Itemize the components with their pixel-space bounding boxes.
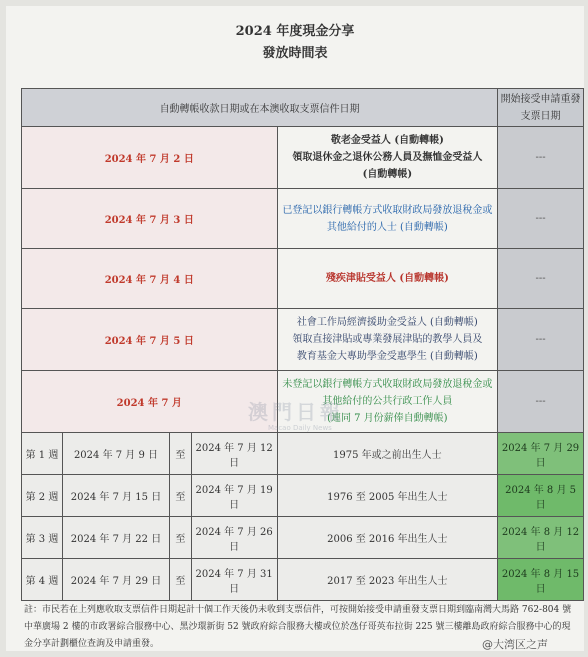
week-label: 第 1 週: [22, 433, 63, 475]
table-row: [22, 309, 584, 371]
source-watermark: @大湾区之声: [482, 638, 548, 651]
table-header-row: [22, 89, 584, 127]
recipient-line: 社會工作局經濟援助金受益人 (自動轉帳): [296, 317, 478, 328]
recipient-line: 其他給付的人士 (自動轉帳): [326, 221, 448, 233]
footnote: 註：市民若在上列應收取支票信件日期起計十個工作天後仍未收到支票信件，可按開始接受申請重發支票日期到臨南灣大馬路 762-804 號中華廣場 2 樓的市政署綜合服務中心、黑沙環新街 52 號政府綜合服務大樓或位於氹仔哥英布拉街 225 號三樓離島政府綜合服務中心的現金分享計劃櫃位查詢及申請重發。: [24, 605, 572, 649]
week-to: 2024 年 7 月 19 日: [191, 475, 277, 517]
date-cell: 2024 年 7 月 3 日: [22, 189, 278, 249]
week-reissue: 2024 年 7 月 29 日: [498, 433, 584, 475]
week-label: 第 3 週: [22, 517, 63, 559]
date-cell: 2024 年 7 月 4 日: [22, 249, 278, 309]
week-to: 2024 年 7 月 26 日: [191, 517, 277, 559]
schedule-table: [21, 88, 584, 601]
week-reissue: 2024 年 8 月 5 日: [498, 475, 584, 517]
week-label: 第 2 週: [22, 475, 63, 517]
recipient-line: 領取直接津貼或專業發展津貼的教學人員及: [292, 334, 483, 345]
reissue-cell: ---: [498, 371, 584, 433]
week-group: 1975 年或之前出生人士: [277, 433, 498, 475]
week-to-word: 至: [169, 475, 191, 517]
recipient-line: 已登記以銀行轉帳方式收取財政局發放退稅金或: [282, 204, 493, 216]
recipient-cell: [277, 249, 498, 309]
recipient-cell: [277, 189, 498, 249]
recipient-line: 其他給付的公共行政工作人員: [322, 396, 453, 407]
header-left: 自動轉帳收款日期或在本澳收取支票信件日期: [22, 89, 498, 127]
header-right-line1: 開始接受申請重發: [500, 93, 581, 105]
recipient-line: 教育基金大專助學金受惠學生 (自動轉帳): [296, 351, 478, 362]
recipient-line: (連同 7 月份薪俸自動轉帳): [327, 413, 448, 424]
header-right: [498, 89, 584, 127]
reissue-cell: ---: [498, 249, 584, 309]
newspaper-watermark-sub: Macao Daily News: [268, 424, 332, 432]
document-title: 2024 年度現金分享: [235, 24, 355, 39]
week-reissue: 2024 年 8 月 12 日: [498, 517, 584, 559]
recipient-cell: [277, 127, 498, 189]
date-cell: 2024 年 7 月 2 日: [22, 127, 278, 189]
week-from: 2024 年 7 月 29 日: [62, 559, 169, 601]
recipient-cell: [277, 309, 498, 371]
week-group: 2017 至 2023 年出生人士: [277, 559, 498, 601]
week-row: [22, 559, 584, 601]
recipient-line: 敬老金受益人 (自動轉帳): [330, 135, 444, 146]
recipient-line: 未登記以銀行轉帳方式收取財政局發放退稅金或: [282, 379, 493, 390]
week-row: [22, 475, 584, 517]
table-row: [22, 127, 584, 189]
newspaper-watermark: 澳門日報: [248, 400, 344, 424]
recipient-line: (自動轉帳): [362, 169, 413, 180]
week-row: [22, 517, 584, 559]
week-to: 2024 年 7 月 12 日: [191, 433, 277, 475]
week-from: 2024 年 7 月 15 日: [62, 475, 169, 517]
header-right-line2: 支票日期: [520, 110, 561, 122]
document-page: [6, 6, 584, 651]
document-subtitle: 發放時間表: [262, 46, 328, 61]
table-row: [22, 189, 584, 249]
reissue-cell: ---: [498, 309, 584, 371]
reissue-cell: ---: [498, 189, 584, 249]
week-label: 第 4 週: [22, 559, 63, 601]
date-cell: 2024 年 7 月 5 日: [22, 309, 278, 371]
week-from: 2024 年 7 月 22 日: [62, 517, 169, 559]
reissue-cell: ---: [498, 127, 584, 189]
week-reissue: 2024 年 8 月 15 日: [498, 559, 584, 601]
week-group: 2006 至 2016 年出生人士: [277, 517, 498, 559]
table-row: [22, 249, 584, 309]
week-to-word: 至: [169, 559, 191, 601]
week-to: 2024 年 7 月 31 日: [191, 559, 277, 601]
week-to-word: 至: [169, 517, 191, 559]
recipient-line: 殘疾津貼受益人 (自動轉帳): [325, 273, 449, 284]
date-cell: 2024 年 7 月: [22, 371, 278, 433]
week-row: [22, 433, 584, 475]
week-to-word: 至: [169, 433, 191, 475]
week-from: 2024 年 7 月 9 日: [62, 433, 169, 475]
week-group: 1976 至 2005 年出生人士: [277, 475, 498, 517]
recipient-line: 領取退休金之退休公務人員及撫恤金受益人: [292, 152, 483, 163]
